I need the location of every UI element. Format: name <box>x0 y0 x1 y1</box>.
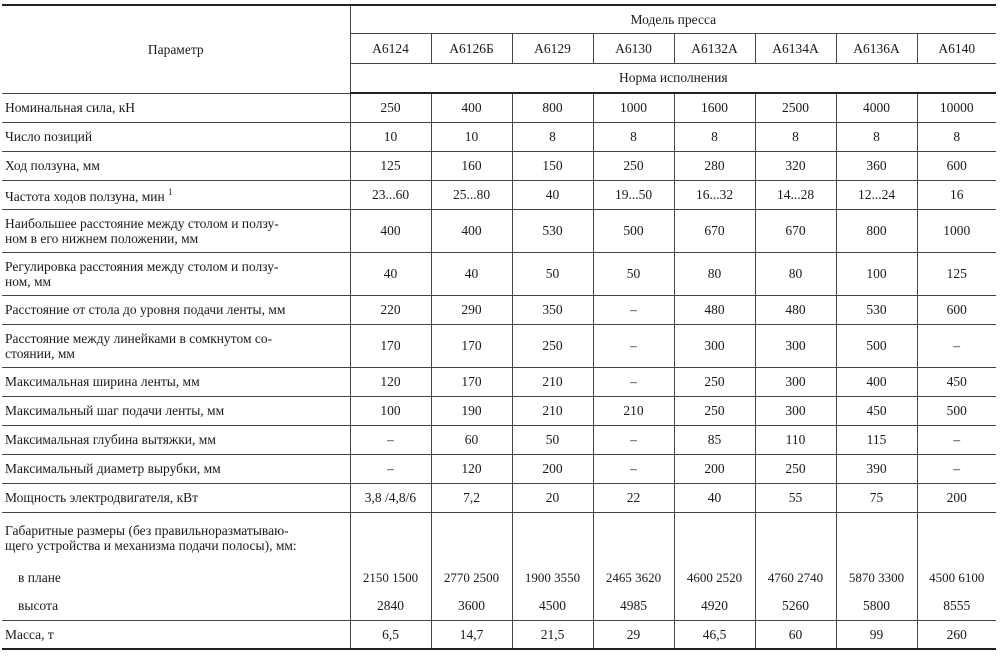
cell: 600 <box>917 151 996 180</box>
cell: 20 <box>512 483 593 512</box>
cell: 400 <box>350 209 431 252</box>
row-label <box>2 252 350 295</box>
row-label-line: Расстояние между линейками в сомкнутом со- <box>5 330 273 346</box>
cell: 250 <box>350 93 431 122</box>
cell: 390 <box>836 454 917 483</box>
cell: 800 <box>836 209 917 252</box>
cell: 670 <box>674 209 755 252</box>
cell: 3600 <box>431 592 512 620</box>
cell: 120 <box>350 367 431 396</box>
cell: 210 <box>593 396 674 425</box>
cell: 10 <box>431 122 512 151</box>
cell: 290 <box>431 295 512 324</box>
cell: 530 <box>836 295 917 324</box>
cell: 190 <box>431 396 512 425</box>
cell: 60 <box>431 425 512 454</box>
cell: 5260 <box>755 592 836 620</box>
cell: 50 <box>512 252 593 295</box>
cell: 450 <box>917 367 996 396</box>
model-header: А6136А <box>836 33 917 63</box>
cell: 85 <box>674 425 755 454</box>
cell: 80 <box>674 252 755 295</box>
cell: 16 <box>917 180 996 209</box>
cell: 29 <box>593 620 674 649</box>
cell: – <box>917 324 996 367</box>
cell <box>350 512 431 563</box>
cell: 250 <box>674 367 755 396</box>
cell: 50 <box>512 425 593 454</box>
table-row <box>2 295 996 324</box>
table-row <box>2 425 996 454</box>
row-label: Масса, т <box>2 620 350 649</box>
press-spec-table <box>2 4 996 650</box>
table-row <box>2 122 996 151</box>
cell: 160 <box>431 151 512 180</box>
cell: 110 <box>755 425 836 454</box>
cell: 2465 3620 <box>593 563 674 592</box>
cell: 1600 <box>674 93 755 122</box>
cell: 1000 <box>917 209 996 252</box>
cell: 75 <box>836 483 917 512</box>
cell: 400 <box>431 209 512 252</box>
dims-height-row <box>2 592 996 620</box>
cell: 300 <box>674 324 755 367</box>
cell: 8 <box>755 122 836 151</box>
table-row <box>2 620 996 649</box>
table-row <box>2 367 996 396</box>
cell: 4985 <box>593 592 674 620</box>
table-row <box>2 209 996 252</box>
row-label: Ход ползуна, мм <box>2 151 350 180</box>
cell: 100 <box>836 252 917 295</box>
row-label-line: ном в его нижнем положении, мм <box>5 230 199 246</box>
dims-header-row <box>2 512 996 563</box>
cell: 300 <box>755 324 836 367</box>
cell: 14,7 <box>431 620 512 649</box>
cell: 300 <box>755 367 836 396</box>
cell: 280 <box>674 151 755 180</box>
row-label <box>2 324 350 367</box>
cell: – <box>917 425 996 454</box>
cell: 22 <box>593 483 674 512</box>
model-header: А6126Б <box>431 33 512 63</box>
cell: 500 <box>836 324 917 367</box>
cell: 210 <box>512 396 593 425</box>
cell: 500 <box>593 209 674 252</box>
cell: 80 <box>755 252 836 295</box>
cell: – <box>350 425 431 454</box>
table-row <box>2 454 996 483</box>
cell: 8 <box>512 122 593 151</box>
cell: 10 <box>350 122 431 151</box>
cell: 670 <box>755 209 836 252</box>
cell: 100 <box>350 396 431 425</box>
row-label: высота <box>2 592 350 620</box>
cell: 170 <box>350 324 431 367</box>
cell: 200 <box>917 483 996 512</box>
cell: 5800 <box>836 592 917 620</box>
cell: 210 <box>512 367 593 396</box>
row-label: Максимальная глубина вытяжки, мм <box>2 425 350 454</box>
cell <box>836 512 917 563</box>
dims-plan-row <box>2 563 996 592</box>
cell: 2150 1500 <box>350 563 431 592</box>
row-label: в плане <box>2 563 350 592</box>
cell: 400 <box>836 367 917 396</box>
cell: 8 <box>917 122 996 151</box>
cell: 25...80 <box>431 180 512 209</box>
cell: 60 <box>755 620 836 649</box>
row-label-line: ном, мм <box>5 273 52 289</box>
cell: 99 <box>836 620 917 649</box>
cell: 450 <box>836 396 917 425</box>
row-label-line: стоянии, мм <box>5 345 75 361</box>
cell <box>593 512 674 563</box>
cell: 170 <box>431 324 512 367</box>
cell: 40 <box>431 252 512 295</box>
cell: 8555 <box>917 592 996 620</box>
row-label-line: Регулировка расстояния между столом и ползу- <box>5 258 279 274</box>
cell: 260 <box>917 620 996 649</box>
cell: 6,5 <box>350 620 431 649</box>
model-group-header: Модель пресса <box>350 5 996 33</box>
cell: 12...24 <box>836 180 917 209</box>
row-label: Расстояние от стола до уровня подачи ленты, мм <box>2 295 350 324</box>
table-row <box>2 324 996 367</box>
row-label: Номинальная сила, кН <box>2 93 350 122</box>
cell: – <box>593 425 674 454</box>
cell: 8 <box>674 122 755 151</box>
cell: 250 <box>512 324 593 367</box>
cell: 125 <box>350 151 431 180</box>
table-row <box>2 93 996 122</box>
cell: 170 <box>431 367 512 396</box>
cell: 14...28 <box>755 180 836 209</box>
param-header: Параметр <box>2 5 350 93</box>
cell: 1900 3550 <box>512 563 593 592</box>
row-label <box>2 512 350 563</box>
cell: 250 <box>593 151 674 180</box>
cell: 4000 <box>836 93 917 122</box>
row-label: Число позиций <box>2 122 350 151</box>
cell: 50 <box>593 252 674 295</box>
cell: 2770 2500 <box>431 563 512 592</box>
row-label-line: Наибольшее расстояние между столом и ползу- <box>5 215 279 231</box>
cell: 250 <box>755 454 836 483</box>
superscript: 1 <box>168 187 173 197</box>
cell: 10000 <box>917 93 996 122</box>
cell: 4760 2740 <box>755 563 836 592</box>
cell: 40 <box>512 180 593 209</box>
cell <box>755 512 836 563</box>
cell: 40 <box>350 252 431 295</box>
model-header: А6140 <box>917 33 996 63</box>
row-label <box>2 180 350 209</box>
row-label: Максимальный шаг подачи ленты, мм <box>2 396 350 425</box>
cell: 23...60 <box>350 180 431 209</box>
cell: 250 <box>674 396 755 425</box>
row-label-text: Частота ходов ползуна, мин <box>5 189 165 204</box>
cell <box>512 512 593 563</box>
cell: – <box>917 454 996 483</box>
cell: 500 <box>917 396 996 425</box>
cell: 16...32 <box>674 180 755 209</box>
cell: 600 <box>917 295 996 324</box>
table-row <box>2 180 996 209</box>
cell: 530 <box>512 209 593 252</box>
model-header: А6132А <box>674 33 755 63</box>
cell: 300 <box>755 396 836 425</box>
table-row <box>2 483 996 512</box>
cell: 4500 6100 <box>917 563 996 592</box>
row-label <box>2 209 350 252</box>
norm-header: Норма исполнения <box>350 63 996 93</box>
cell: 5870 3300 <box>836 563 917 592</box>
cell: 2500 <box>755 93 836 122</box>
cell: 1000 <box>593 93 674 122</box>
cell <box>431 512 512 563</box>
table-row <box>2 396 996 425</box>
cell <box>917 512 996 563</box>
cell: 8 <box>593 122 674 151</box>
model-header: А6134А <box>755 33 836 63</box>
cell: 150 <box>512 151 593 180</box>
cell: – <box>593 454 674 483</box>
cell: 21,5 <box>512 620 593 649</box>
row-label-line: щего устройства и механизма подачи полосы), мм: <box>5 537 297 553</box>
cell <box>674 512 755 563</box>
cell: 800 <box>512 93 593 122</box>
cell: 4500 <box>512 592 593 620</box>
cell: 320 <box>755 151 836 180</box>
cell: 4600 2520 <box>674 563 755 592</box>
table-row <box>2 252 996 295</box>
cell: – <box>350 454 431 483</box>
cell: 220 <box>350 295 431 324</box>
cell: – <box>593 324 674 367</box>
cell: 4920 <box>674 592 755 620</box>
cell: – <box>593 367 674 396</box>
cell: – <box>593 295 674 324</box>
row-label-line: Габаритные размеры (без правильноразматываю- <box>5 522 289 538</box>
row-label: Максимальная ширина ленты, мм <box>2 367 350 396</box>
cell: 3,8 /4,8/6 <box>350 483 431 512</box>
cell: 125 <box>917 252 996 295</box>
cell: 55 <box>755 483 836 512</box>
cell: 480 <box>674 295 755 324</box>
cell: 200 <box>674 454 755 483</box>
row-label: Мощность электродвигателя, кВт <box>2 483 350 512</box>
cell: 7,2 <box>431 483 512 512</box>
model-header: А6130 <box>593 33 674 63</box>
model-header: А6124 <box>350 33 431 63</box>
cell: 120 <box>431 454 512 483</box>
table-row <box>2 151 996 180</box>
cell: 2840 <box>350 592 431 620</box>
header-row-model <box>2 5 996 33</box>
cell: 46,5 <box>674 620 755 649</box>
cell: 480 <box>755 295 836 324</box>
row-label: Максимальный диаметр вырубки, мм <box>2 454 350 483</box>
model-header: А6129 <box>512 33 593 63</box>
cell: 360 <box>836 151 917 180</box>
cell: 350 <box>512 295 593 324</box>
cell: 400 <box>431 93 512 122</box>
cell: 8 <box>836 122 917 151</box>
cell: 40 <box>674 483 755 512</box>
cell: 115 <box>836 425 917 454</box>
cell: 200 <box>512 454 593 483</box>
cell: 19...50 <box>593 180 674 209</box>
